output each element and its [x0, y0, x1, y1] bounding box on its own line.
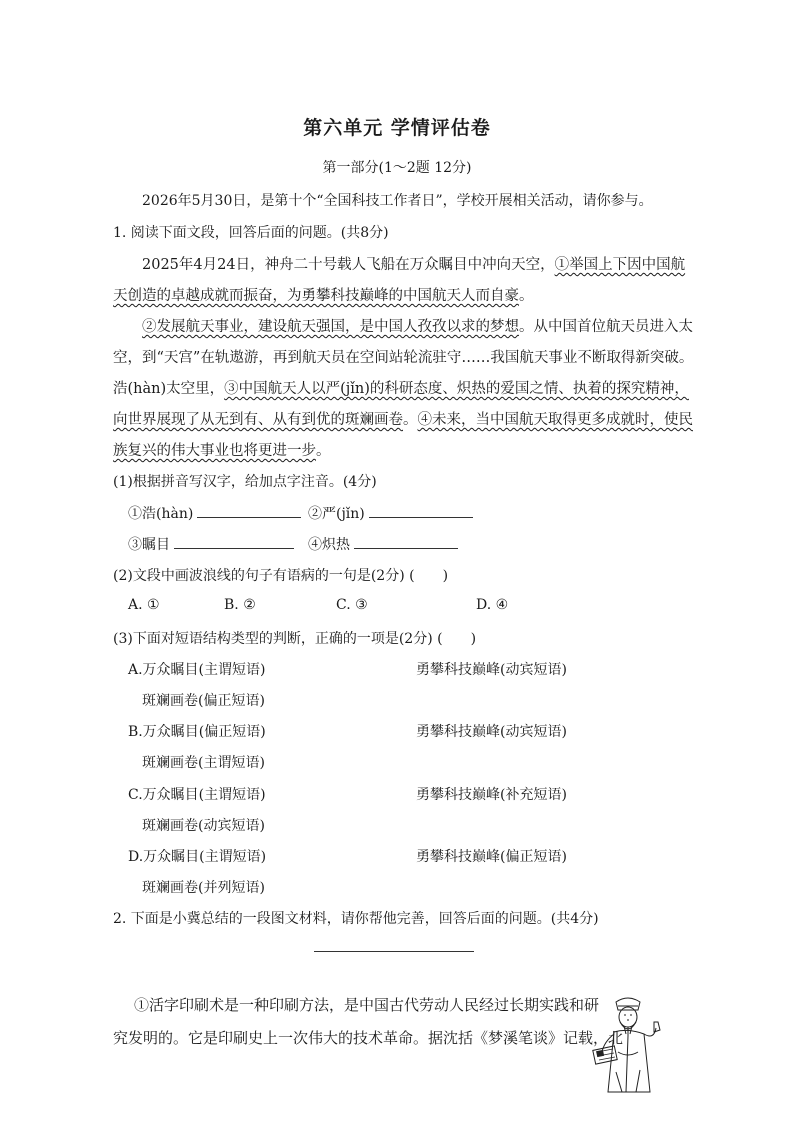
passage-line	[142, 315, 693, 336]
sub-question-3: (3)下面对短语结构类型的判断，正确的一项是(2分) ( )	[113, 631, 477, 647]
fill-item	[308, 503, 473, 523]
passage-line: 空，到“天宫”在轨遨游，再到航天员在空间站轮流驻守……我国航天事业不断取得新突破。	[113, 350, 694, 366]
title-blank-line[interactable]	[314, 951, 474, 952]
option-d[interactable]: D.万众瞩目(主谓短语)	[128, 849, 267, 865]
option-c[interactable]: C.万众瞩目(主谓短语)	[128, 787, 266, 803]
q2-paragraph-line: 究发明的。它是印刷史上一次伟大的技术革命。据沈括《梦溪笔谈》记载，北	[113, 1029, 624, 1047]
wavy-sentence-1-cont: 天创造的卓越成就而振奋，为勇攀科技巅峰的中国航天人而自豪	[113, 288, 519, 304]
wavy-sentence-3: ③中国航天人以严(jǐn)的科研态度、炽热的爱国之情、执着的探究精神，	[224, 381, 689, 397]
passage-text: 。	[403, 412, 418, 428]
answer-blank[interactable]	[354, 534, 458, 549]
wavy-sentence-4-cont: 族复兴的伟大事业也将更进一步	[113, 443, 316, 459]
passage-line	[113, 377, 689, 398]
passage-line	[113, 439, 331, 460]
passage-text: 2025年4月24日，神舟二十号载人飞船在万众瞩目中冲向天空，	[142, 257, 555, 273]
passage-line	[142, 253, 685, 274]
wavy-sentence-4: ④未来，当中国航天取得更多成就时，使民	[417, 412, 693, 428]
q2-stem: 2. 下面是小冀总结的一段图文材料，请你帮他完善，回答后面的问题。(共4分)	[113, 911, 599, 927]
fill-item	[128, 534, 294, 554]
intro-text: 2026年5月30日，是第十个“全国科技工作者日”，学校开展相关活动，请你参与。	[142, 193, 653, 209]
passage-text: 。	[316, 443, 331, 459]
answer-blank[interactable]	[369, 503, 473, 518]
option-a[interactable]: A.万众瞩目(主谓短语)	[128, 662, 266, 678]
option-b-phrase: 斑斓画卷(主谓短语)	[142, 755, 265, 771]
option-a[interactable]: A. ①	[128, 597, 160, 613]
part-heading: 第一部分(1～2题 12分)	[322, 160, 472, 176]
passage-text: 浩(hàn)太空里，	[113, 381, 225, 397]
q1-stem: 1. 阅读下面文段，回答后面的问题。(共8分)	[113, 225, 389, 241]
fill-item	[308, 534, 458, 554]
fill-label: ②严(jǐn)	[308, 506, 365, 522]
q2-paragraph-line: ①活字印刷术是一种印刷方法，是中国古代劳动人民经过长期实践和研	[134, 996, 600, 1014]
option-b[interactable]: B.万众瞩目(偏正短语)	[128, 724, 266, 740]
fill-label: ①浩(hàn)	[128, 506, 194, 522]
fill-item	[128, 503, 301, 523]
wavy-sentence-1: ①举国上下因中国航	[554, 257, 686, 273]
answer-blank[interactable]	[174, 534, 294, 549]
option-d-phrase: 斑斓画卷(并列短语)	[142, 880, 265, 896]
option-d-phrase: 勇攀科技巅峰(偏正短语)	[416, 849, 567, 865]
wavy-sentence-2: ②发展航天事业，建设航天强国，是中国人孜孜以求的梦想	[142, 319, 519, 335]
passage-text: 。从中国首位航天员进入太	[519, 319, 693, 335]
sub-question-1: (1)根据拼音写汉字，给加点字注音。(4分)	[113, 474, 377, 490]
passage-text: 。	[519, 288, 534, 304]
option-b-phrase: 勇攀科技巅峰(动宾短语)	[416, 724, 567, 740]
option-d[interactable]: D. ④	[476, 597, 509, 613]
option-a-phrase: 斑斓画卷(偏正短语)	[142, 693, 265, 709]
page-title: 第六单元 学情评估卷	[303, 117, 491, 139]
fill-label: ③瞩目	[128, 537, 170, 553]
scholar-figure-icon	[588, 992, 672, 1096]
option-c-phrase: 勇攀科技巅峰(补充短语)	[416, 787, 567, 803]
passage-line	[113, 408, 693, 429]
fill-label: ④炽热	[308, 537, 350, 553]
answer-blank[interactable]	[197, 503, 301, 518]
option-c-phrase: 斑斓画卷(动宾短语)	[142, 818, 265, 834]
option-c[interactable]: C. ③	[336, 597, 368, 613]
option-a-phrase: 勇攀科技巅峰(动宾短语)	[416, 662, 567, 678]
option-b[interactable]: B. ②	[224, 597, 256, 613]
sub-question-2: (2)文段中画波浪线的句子有语病的一句是(2分) ( )	[113, 568, 449, 584]
wavy-sentence-3-cont: 向世界展现了从无到有、从有到优的斑斓画卷	[113, 412, 403, 428]
passage-line	[113, 284, 534, 305]
